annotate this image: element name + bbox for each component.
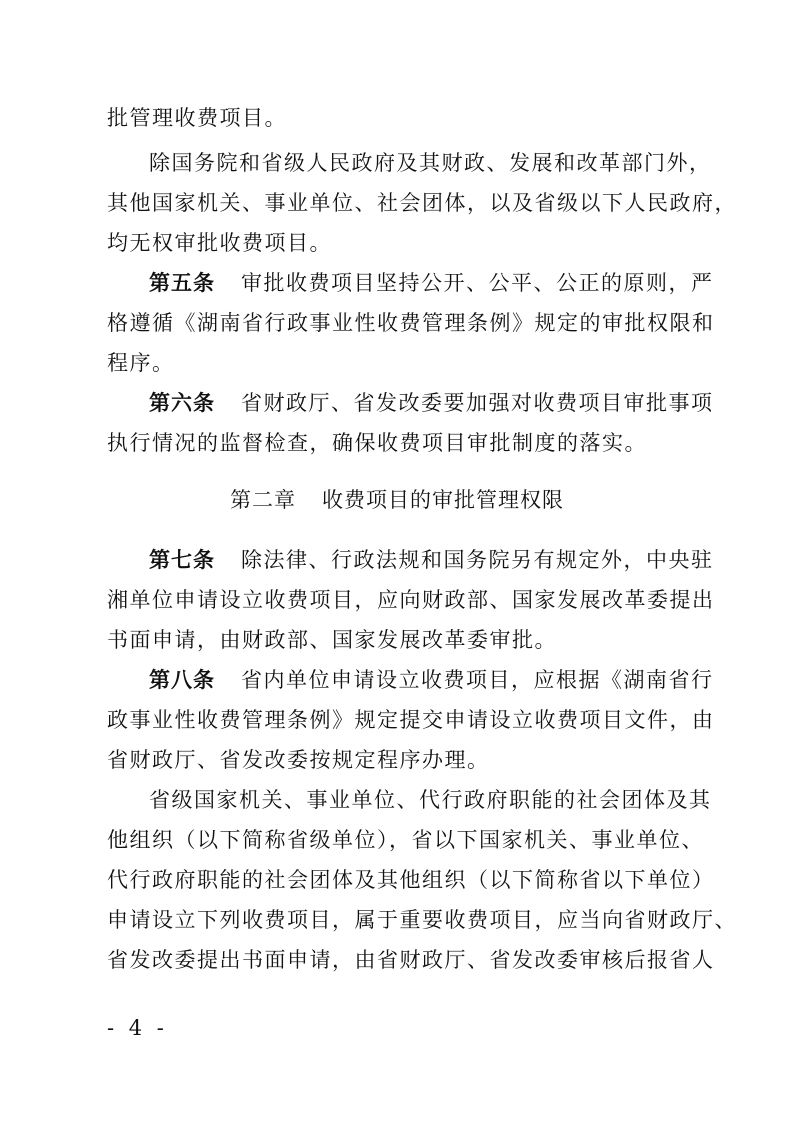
text-line: 他组织（以下简称省级单位），省以下国家机关、事业单位、 [107, 828, 704, 852]
text-line: 申请设立下列收费项目，属于重要收费项目，应当向省财政厅、 [107, 908, 737, 932]
article-line [149, 665, 714, 695]
article-line [149, 545, 714, 575]
article-line [149, 268, 714, 298]
text-line: 代行政府职能的社会团体及其他组织（以下简称省以下单位） [107, 868, 715, 892]
article-heading: 第八条 [149, 668, 215, 692]
text-line: 湘单位申请设立收费项目，应向财政部、国家发展改革委提出 [107, 588, 715, 612]
text-line: 程序。 [107, 351, 175, 375]
article-heading: 第五条 [149, 271, 215, 295]
page-number: - 4 - [107, 1016, 168, 1040]
text-line: 省级国家机关、事业单位、代行政府职能的社会团体及其 [149, 788, 712, 812]
text-line: 书面申请，由财政部、国家发展改革委审批。 [107, 628, 557, 652]
article-heading: 第七条 [149, 548, 215, 572]
text-line: 政事业性收费管理条例》规定提交申请设立收费项目文件，由 [107, 708, 715, 732]
text-line: 格遵循《湖南省行政事业性收费管理条例》规定的审批权限和 [107, 311, 715, 335]
article-text: 省财政厅、省发改委要加强对收费项目审批事项 [241, 391, 714, 415]
article-text: 省内单位申请设立收费项目，应根据《湖南省行 [241, 668, 714, 692]
article-text: 除法律、行政法规和国务院另有规定外，中央驻 [241, 548, 714, 572]
text-line: 除国务院和省级人民政府及其财政、发展和改革部门外， [149, 151, 712, 175]
text-line: 省财政厅、省发改委按规定程序办理。 [107, 748, 490, 772]
text-line: 省发改委提出书面申请，由省财政厅、省发改委审核后报省人 [107, 948, 715, 972]
chapter-heading [107, 485, 687, 515]
chapter-title: 收费项目的审批管理权限 [322, 488, 564, 512]
text-line: 其他国家机关、事业单位、社会团体，以及省级以下人民政府， [107, 191, 737, 215]
text-line: 均无权审批收费项目。 [107, 231, 332, 255]
article-heading: 第六条 [149, 391, 215, 415]
text-line: 执行情况的监督检查，确保收费项目审批制度的落实。 [107, 431, 647, 455]
text-line: 批管理收费项目。 [107, 106, 287, 130]
chapter-number: 第二章 [230, 488, 296, 512]
article-line [149, 388, 714, 418]
article-text: 审批收费项目坚持公开、公平、公正的原则，严 [241, 271, 714, 295]
